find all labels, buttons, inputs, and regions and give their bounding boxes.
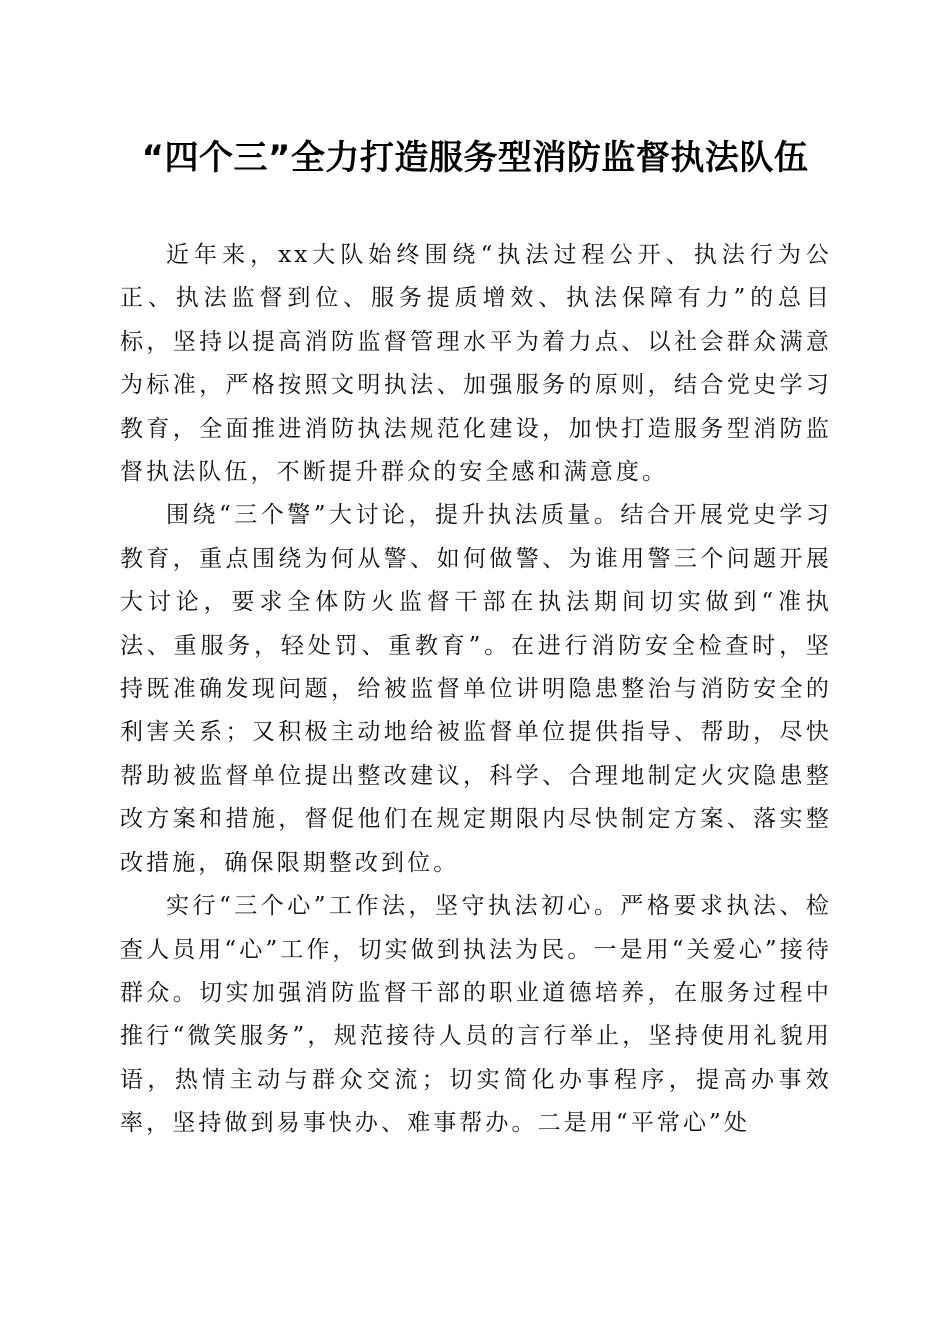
paragraph-three-police: 围绕“三个警”大讨论，提升执法质量。结合开展党史学习教育，重点围绕为何从警、如何做警、为谁用警三个问题开展大讨论，要求全体防火监督干部在执法期间切实做到“准执法、重服务，轻处罚、重教育”。在进行消防安全检查时，坚持既准确发现问题，给被监督单位讲明隐患整治与消防安全的利害关系；又积极主动地给被监督单位提供指导、帮助，尽快帮助被监督单位提出整改建议，科学、合理地制定火灾隐患整改方案和措施，督促他们在规定期限内尽快制定方案、落实整改措施，确保限期整改到位。 [120,502,832,876]
document-title: “四个三”全力打造服务型消防监督执法队伍 [141,138,809,178]
paragraph-three-hearts: 实行“三个心”工作法，坚守执法初心。严格要求执法、检查人员用“心”工作，切实做到执法为民。一是用“关爱心”接待群众。切实加强消防监督干部的职业道德培养，在服务过程中推行“微笑服务”，规范接待人员的言行举止，坚持使用礼貌用语，热情主动与群众交流；切实简化办事程序，提高办事效率，坚持做到易事快办、难事帮办。二是用“平常心”处 [120,893,832,1137]
document-body [120,234,832,1146]
paragraph-intro: 近年来，xx大队始终围绕“执法过程公开、执法行为公正、执法监督到位、服务提质增效、执法保障有力”的总目标，坚持以提高消防监督管理水平为着力点、以社会群众满意为标准，严格按照文明执法、加强服务的原则，结合党史学习教育，全面推进消防执法规范化建设，加快打造服务型消防监督执法队伍，不断提升群众的安全感和满意度。 [120,242,832,486]
